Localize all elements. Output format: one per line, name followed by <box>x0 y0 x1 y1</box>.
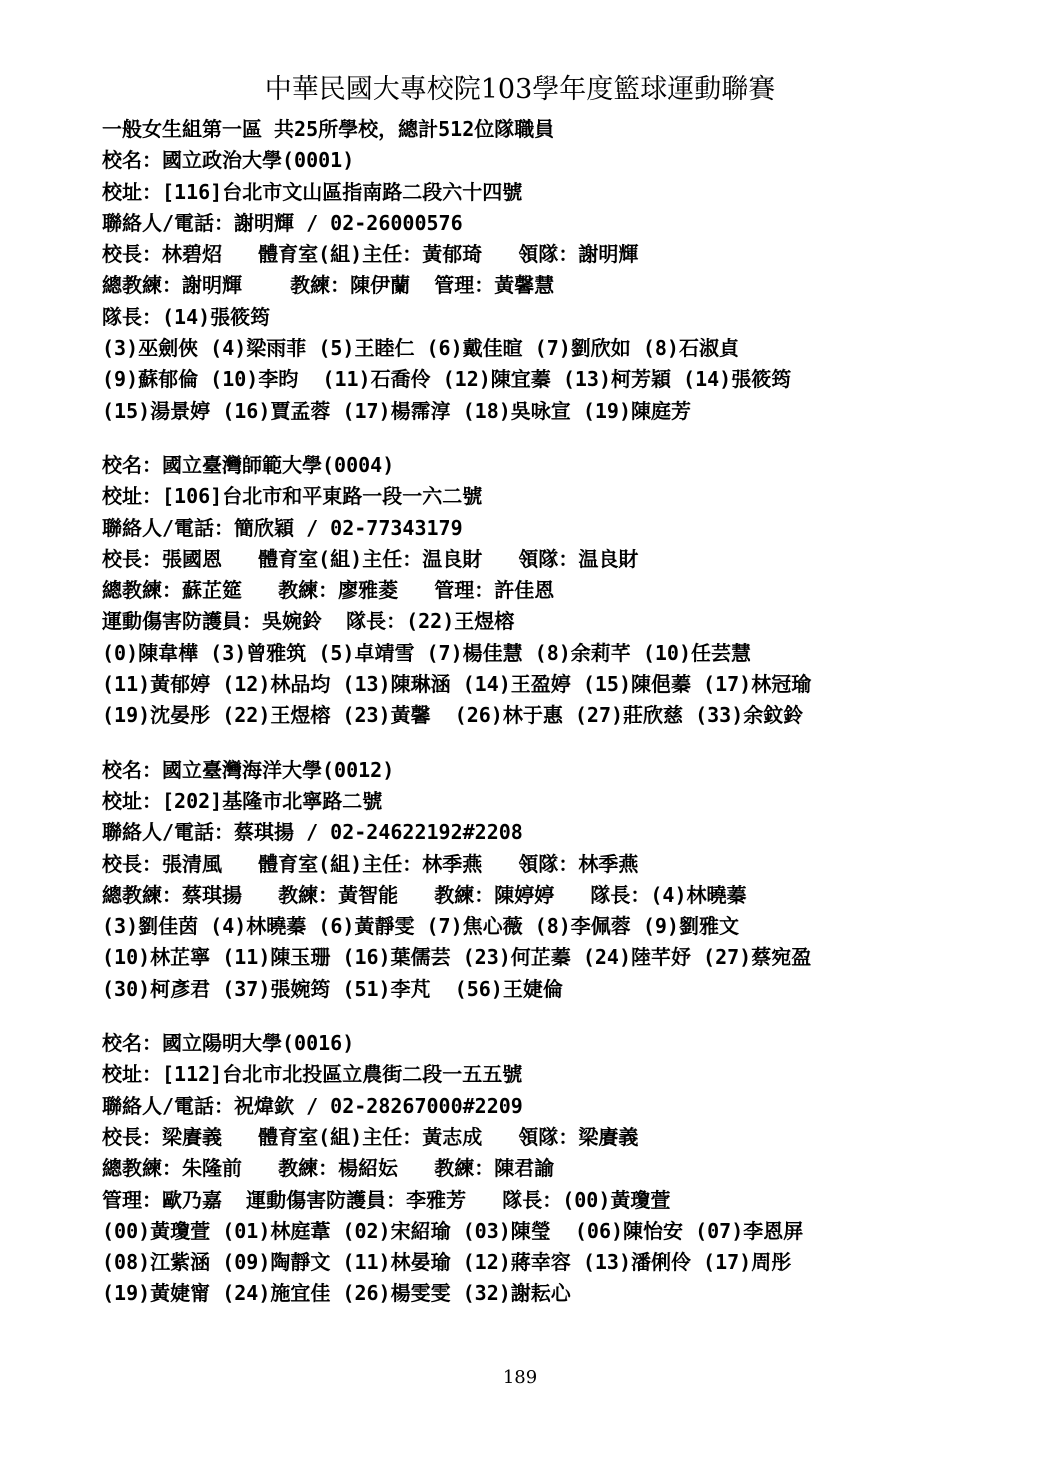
school-name: 校名：國立臺灣海洋大學(0012) <box>102 757 395 782</box>
roster-line: (0)陳韋樺 (3)曾雅筑 (5)卓靖雪 (7)楊佳慧 (8)余莉芊 (10)任芸慧 <box>102 640 751 665</box>
roster-line: (15)湯景婷 (16)賈孟蓉 (17)楊霈淳 (18)吳咏宣 (19)陳庭芳 <box>102 398 691 423</box>
roster-line: (19)黃婕甯 (24)施宜佳 (26)楊雯雯 (32)謝耘心 <box>102 1281 571 1306</box>
principal-director-leader: 校長：張國恩 體育室(組)主任：温良財 領隊：温良財 <box>102 546 639 571</box>
coaches-manager: 總教練：蘇芷筵 教練：廖雅菱 管理：許佳恩 <box>102 578 555 603</box>
contact-phone: 聯絡人/電話：簡欣穎 / 02-77343179 <box>102 515 463 540</box>
school-address: 校址：[112]台北市北投區立農街二段一五五號 <box>102 1062 523 1087</box>
division-summary: 一般女生組第一區 共25所學校，總計512位隊職員 <box>102 117 555 141</box>
school-address: 校址：[202]基隆市北寧路二號 <box>102 788 383 813</box>
school-block-0001 <box>102 145 1002 427</box>
roster-line: (10)林芷寧 (11)陳玉珊 (16)葉儒芸 (23)何芷蓁 (24)陸芊妤 (27)蔡宛盈 <box>102 945 812 970</box>
document-body <box>102 114 1002 1333</box>
school-name: 校名：國立臺灣師範大學(0004) <box>102 452 395 477</box>
roster-line: (9)蘇郁倫 (10)李昀 (11)石喬伶 (12)陳宜蓁 (13)柯芳穎 (14)張筱筠 <box>102 367 792 392</box>
coaches: 總教練：朱隆前 教練：楊紹妘 教練：陳君諭 <box>102 1156 555 1181</box>
captain: 隊長：(14)張筱筠 <box>102 304 271 329</box>
principal-director-leader: 校長：張清風 體育室(組)主任：林季燕 領隊：林季燕 <box>102 851 639 876</box>
coaches-manager: 總教練：謝明輝 教練：陳伊蘭 管理：黃馨慧 <box>102 273 555 298</box>
contact-phone: 聯絡人/電話：祝煒欽 / 02-28267000#2209 <box>102 1093 523 1118</box>
school-address: 校址：[106]台北市和平東路一段一六二號 <box>102 484 483 509</box>
roster-line: (30)柯彥君 (37)張婉筠 (51)李芃 (56)王婕倫 <box>102 976 563 1001</box>
roster-line: (08)江紫涵 (09)陶靜文 (11)林晏瑜 (12)蔣幸容 (13)潘俐伶 (17)周彤 <box>102 1250 792 1275</box>
principal-director-leader: 校長：梁賡義 體育室(組)主任：黃志成 領隊：梁賡義 <box>102 1124 639 1149</box>
page-number: 189 <box>502 1367 538 1388</box>
roster-line: (3)劉佳茵 (4)林曉蓁 (6)黃靜雯 (7)焦心薇 (8)李佩蓉 (9)劉雅文 <box>102 914 739 939</box>
school-name: 校名：國立政治大學(0001) <box>102 148 355 173</box>
principal-director-leader: 校長：林碧炤 體育室(組)主任：黃郁琦 領隊：謝明輝 <box>102 242 639 267</box>
contact-phone: 聯絡人/電話：蔡琪揚 / 02-24622192#2208 <box>102 820 523 845</box>
school-block-0016 <box>102 1028 1002 1310</box>
manager-trainer-captain: 管理：歐乃嘉 運動傷害防護員：李雅芳 隊長：(00)黃瓊萱 <box>102 1187 671 1212</box>
roster-line: (11)黃郁婷 (12)林品均 (13)陳琳涵 (14)王盈婷 (15)陳俋蓁 (17)林冠瑜 <box>102 672 812 697</box>
coaches-captain: 總教練：蔡琪揚 教練：黃智能 教練：陳婷婷 隊長：(4)林曉蓁 <box>102 882 747 907</box>
contact-phone: 聯絡人/電話：謝明輝 / 02-26000576 <box>102 210 463 235</box>
school-address: 校址：[116]台北市文山區指南路二段六十四號 <box>102 179 523 204</box>
school-block-0004 <box>102 450 1002 732</box>
trainer-captain: 運動傷害防護員：吳婉鈴 隊長：(22)王煜榕 <box>102 609 515 634</box>
school-name: 校名：國立陽明大學(0016) <box>102 1031 355 1056</box>
roster-line: (19)沈晏彤 (22)王煜榕 (23)黃馨 (26)林于惠 (27)莊欣慈 (33)余鈫鈴 <box>102 703 804 728</box>
roster-line: (00)黃瓊萱 (01)林庭葦 (02)宋紹瑜 (03)陳瑩 (06)陳怡安 (07)李恩屏 <box>102 1218 804 1243</box>
school-block-0012 <box>102 755 1002 1005</box>
page-title: 中華民國大專校院103學年度籃球運動聯賽 <box>264 74 776 105</box>
roster-line: (3)巫劍俠 (4)梁雨菲 (5)王睦仁 (6)戴佳暄 (7)劉欣如 (8)石淑貞 <box>102 336 739 361</box>
